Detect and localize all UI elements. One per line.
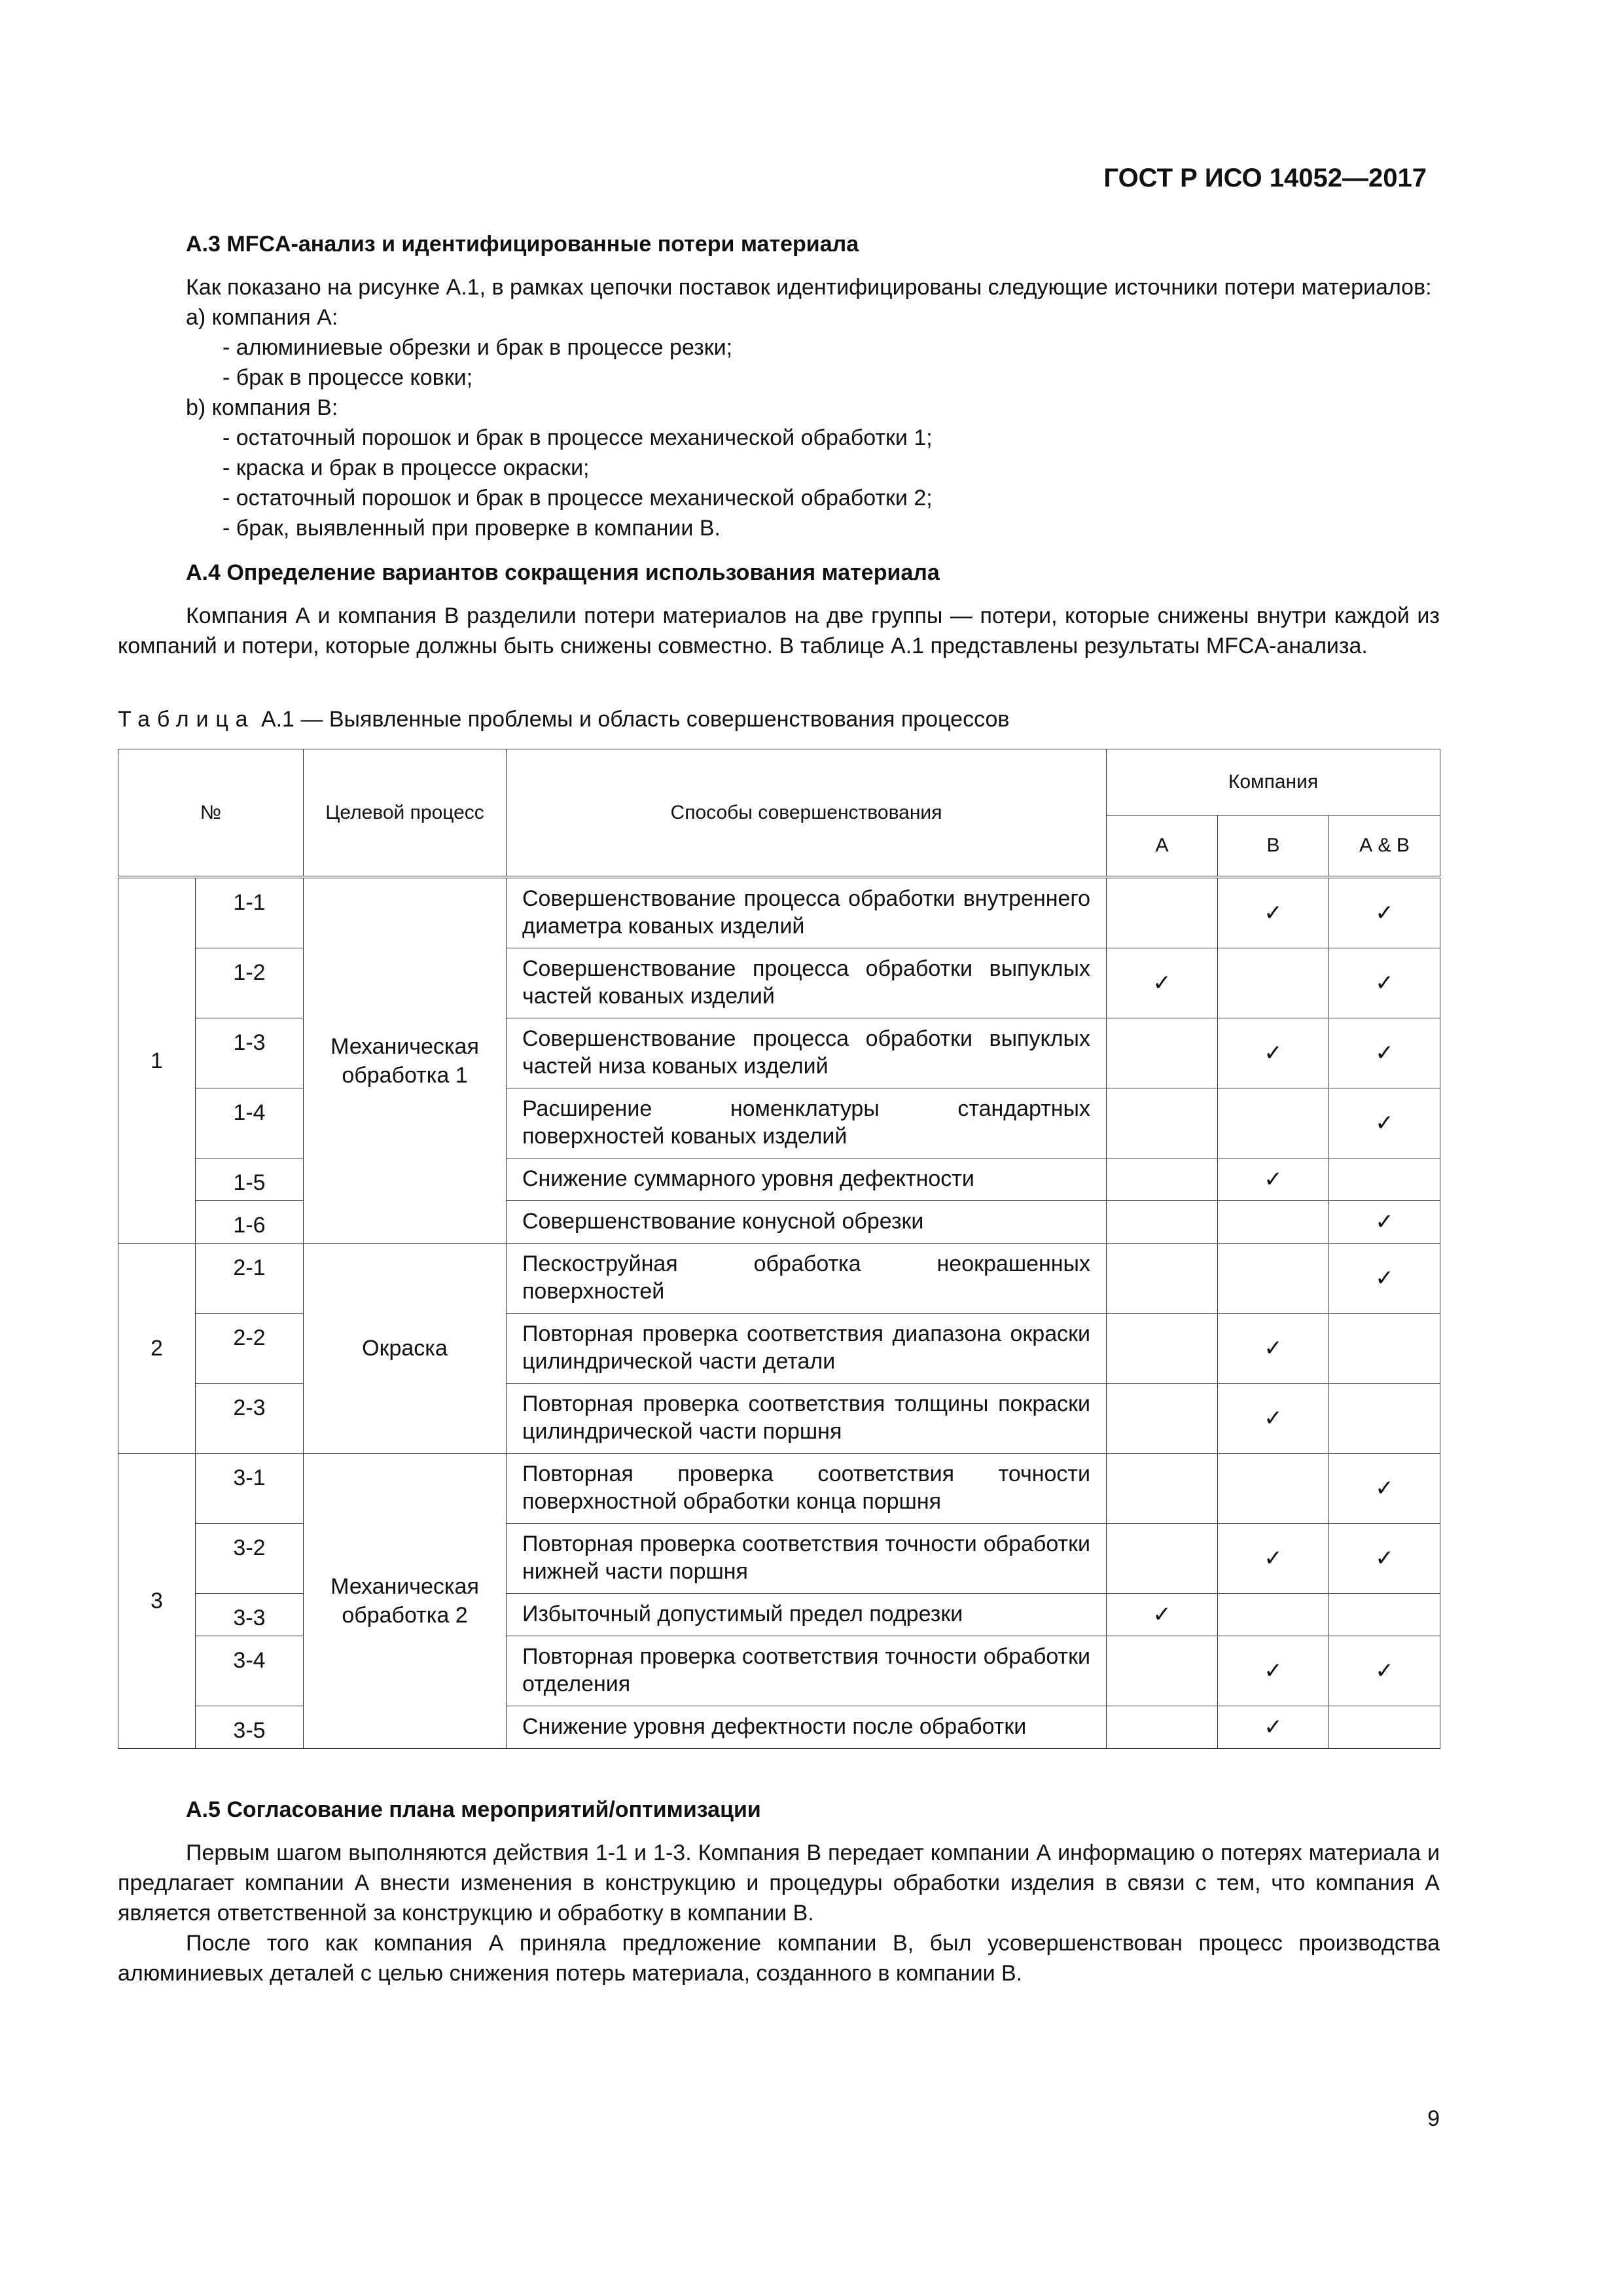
method-text: Повторная проверка соответствия точности обработки нижней части поршня	[507, 1524, 1107, 1594]
check-b	[1218, 948, 1329, 1018]
check-a	[1107, 1706, 1218, 1749]
list-subitem: - брак, выявленный при проверке в компании В.	[223, 516, 721, 541]
table-caption-label: Таблица	[118, 707, 255, 732]
table-row	[118, 877, 1440, 948]
list-subitem: - алюминиевые обрезки и брак в процессе резки;	[223, 335, 733, 360]
list-item-company-a: а) компания А:	[186, 305, 338, 330]
method-text: Повторная проверка соответствия толщины покраски цилиндрической части поршня	[507, 1384, 1107, 1454]
process-line: обработка 1	[342, 1062, 468, 1088]
section-a5-title: А.5 Согласование плана мероприятий/оптимизации	[186, 1797, 761, 1822]
check-ab	[1329, 1706, 1440, 1749]
check-a: ✓	[1107, 948, 1218, 1018]
check-a: ✓	[1107, 1594, 1218, 1636]
method-text: Избыточный допустимый предел подрезки	[507, 1594, 1107, 1636]
check-a	[1107, 1454, 1218, 1524]
section-a5-paragraph: Первым шагом выполняются действия 1-1 и 1-3. Компания В передает компании А информацию о потерях материала и предлагает компании А внести изменения в конструкцию и процедуры обработки изделия в связи с тем, что компания А является ответственной за конструкцию и обработку в компании В.	[118, 1840, 1440, 1926]
check-ab: ✓	[1329, 1454, 1440, 1524]
check-ab	[1329, 1314, 1440, 1384]
header-methods: Способы совершенствования	[507, 749, 1107, 878]
table-caption	[118, 704, 1440, 734]
improvement-table	[118, 749, 1440, 1749]
section-a4-text: Компания А и компания В разделили потери материалов на две группы — потери, которые снижены внутри каждой из компаний и потери, которые должны быть снижены совместно. В таблице А.1 представлены результаты MFCA-анализа.	[118, 603, 1440, 658]
method-text: Снижение уровня дефектности после обработки	[507, 1706, 1107, 1749]
check-a	[1107, 1201, 1218, 1244]
check-b	[1218, 1201, 1329, 1244]
check-a	[1107, 1524, 1218, 1594]
check-a	[1107, 1384, 1218, 1454]
check-ab: ✓	[1329, 1636, 1440, 1706]
list-item-company-b: b) компания В:	[186, 395, 338, 420]
method-text: Повторная проверка соответствия точности обработки отделения	[507, 1636, 1107, 1706]
check-ab	[1329, 1384, 1440, 1454]
check-b	[1218, 1594, 1329, 1636]
check-ab: ✓	[1329, 1018, 1440, 1088]
method-text: Совершенствование процесса обработки выпуклых частей кованых изделий	[507, 948, 1107, 1018]
list-subitem: - брак в процессе ковки;	[223, 365, 473, 390]
group-number: 3	[118, 1454, 196, 1749]
check-b: ✓	[1218, 1384, 1329, 1454]
method-text: Повторная проверка соответствия точности поверхностной обработки конца поршня	[507, 1454, 1107, 1524]
row-id: 3-4	[196, 1636, 304, 1706]
row-id: 1-6	[196, 1201, 304, 1244]
list-subitem: - остаточный порошок и брак в процессе механической обработки 1;	[223, 425, 933, 450]
section-a4-title: А.4 Определение вариантов сокращения использования материала	[186, 560, 940, 585]
list-subitem: - остаточный порошок и брак в процессе механической обработки 2;	[223, 486, 933, 511]
check-ab: ✓	[1329, 877, 1440, 948]
check-a	[1107, 1636, 1218, 1706]
row-id: 3-2	[196, 1524, 304, 1594]
method-text: Совершенствование процесса обработки выпуклых частей низа кованых изделий	[507, 1018, 1107, 1088]
target-process	[304, 1244, 507, 1454]
check-a	[1107, 1018, 1218, 1088]
section-a5-paragraph: После того как компания А приняла предложение компании В, был усовершенствован процесс производства алюминиевых деталей с целью снижения потерь материала, созданного в компании В.	[118, 1931, 1440, 1986]
row-id: 1-4	[196, 1088, 304, 1158]
check-b	[1218, 1088, 1329, 1158]
header-process: Целевой процесс	[304, 749, 507, 878]
row-id: 3-1	[196, 1454, 304, 1524]
process-line: обработка 2	[342, 1603, 468, 1628]
row-id: 2-2	[196, 1314, 304, 1384]
method-text: Повторная проверка соответствия диапазона окраски цилиндрической части детали	[507, 1314, 1107, 1384]
check-b: ✓	[1218, 877, 1329, 948]
check-a	[1107, 1088, 1218, 1158]
check-ab: ✓	[1329, 1088, 1440, 1158]
target-process	[304, 1454, 507, 1749]
check-b: ✓	[1218, 1524, 1329, 1594]
check-a	[1107, 877, 1218, 948]
process-line: Механическая	[330, 1033, 479, 1059]
row-id: 2-1	[196, 1244, 304, 1314]
group-number: 1	[118, 877, 196, 1244]
process-line: Механическая	[330, 1574, 479, 1599]
check-ab	[1329, 1158, 1440, 1201]
check-ab: ✓	[1329, 1201, 1440, 1244]
target-process	[304, 877, 507, 1244]
check-ab	[1329, 1594, 1440, 1636]
row-id: 2-3	[196, 1384, 304, 1454]
check-a	[1107, 1314, 1218, 1384]
loss-source-list	[118, 302, 1440, 543]
header-no: №	[118, 749, 304, 878]
row-id: 1-5	[196, 1158, 304, 1201]
check-b: ✓	[1218, 1018, 1329, 1088]
table-row	[118, 1454, 1440, 1524]
check-a	[1107, 1158, 1218, 1201]
check-a	[1107, 1244, 1218, 1314]
check-ab: ✓	[1329, 1524, 1440, 1594]
row-id: 3-3	[196, 1594, 304, 1636]
row-id: 1-1	[196, 877, 304, 948]
process-line: Окраска	[362, 1336, 448, 1361]
group-number: 2	[118, 1244, 196, 1454]
method-text: Совершенствование конусной обрезки	[507, 1201, 1107, 1244]
page-content	[118, 229, 1440, 1988]
header-company-b: В	[1218, 816, 1329, 878]
check-b: ✓	[1218, 1706, 1329, 1749]
page-number: 9	[1427, 2106, 1440, 2131]
check-ab: ✓	[1329, 1244, 1440, 1314]
check-b	[1218, 1244, 1329, 1314]
section-a3-intro: Как показано на рисунке А.1, в рамках цепочки поставок идентифицированы следующие источники потери материалов:	[186, 275, 1432, 300]
method-text: Совершенствование процесса обработки внутреннего диаметра кованых изделий	[507, 877, 1107, 948]
table-row	[118, 1244, 1440, 1314]
check-b: ✓	[1218, 1636, 1329, 1706]
method-text: Пескоструйная обработка неокрашенных поверхностей	[507, 1244, 1107, 1314]
header-company-a: А	[1107, 816, 1218, 878]
check-b: ✓	[1218, 1158, 1329, 1201]
check-ab: ✓	[1329, 948, 1440, 1018]
list-subitem: - краска и брак в процессе окраски;	[223, 456, 590, 480]
section-a3-title: А.3 MFCA-анализ и идентифицированные потери материала	[186, 232, 859, 257]
method-text: Расширение номенклатуры стандартных поверхностей кованых изделий	[507, 1088, 1107, 1158]
method-text: Снижение суммарного уровня дефектности	[507, 1158, 1107, 1201]
table-caption-text: А.1 — Выявленные проблемы и область совершенствования процессов	[260, 707, 1010, 732]
document-header: ГОСТ Р ИСО 14052—2017	[1103, 164, 1427, 192]
row-id: 1-2	[196, 948, 304, 1018]
check-b	[1218, 1454, 1329, 1524]
check-b: ✓	[1218, 1314, 1329, 1384]
header-company: Компания	[1107, 749, 1440, 816]
row-id: 1-3	[196, 1018, 304, 1088]
row-id: 3-5	[196, 1706, 304, 1749]
header-company-ab: А & В	[1329, 816, 1440, 878]
